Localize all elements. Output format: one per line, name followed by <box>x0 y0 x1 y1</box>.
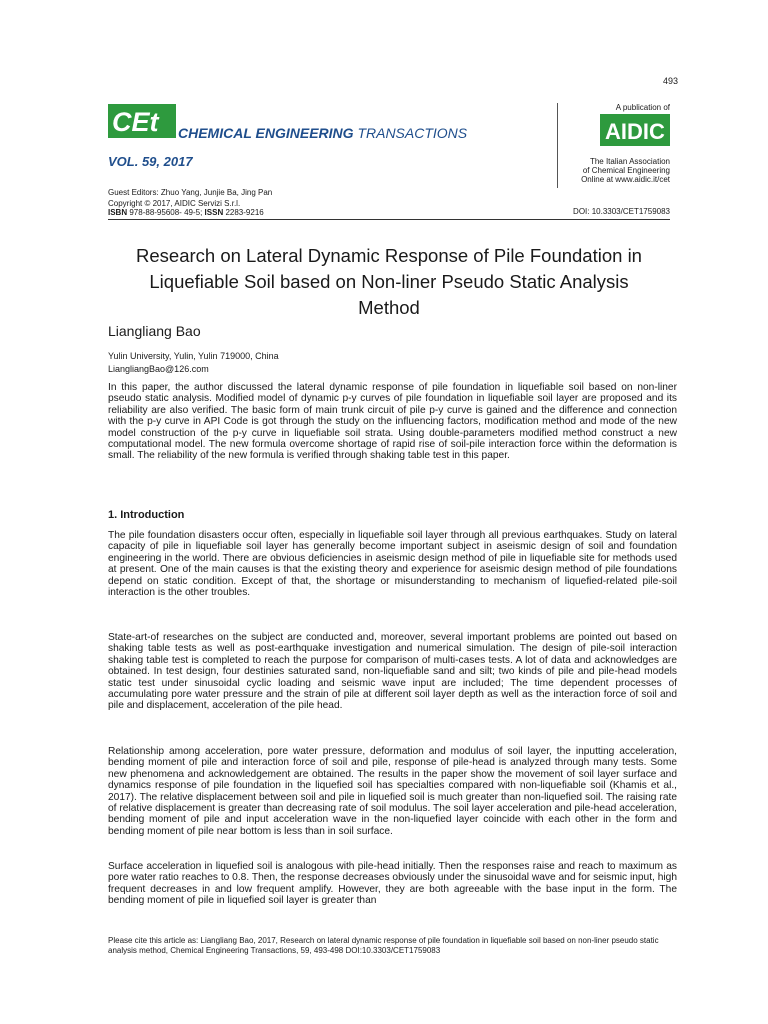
article-title-line: Research on Lateral Dynamic Response of Pile Foundation in <box>136 245 642 266</box>
article-title-line: Liquefiable Soil based on Non-liner Pseudo Static Analysis <box>149 271 629 292</box>
author-name: Liangliang Bao <box>108 323 201 339</box>
affiliation: Yulin University, Yulin, Yulin 719000, China <box>108 351 279 361</box>
citation-label: Please cite this article as: <box>108 936 199 945</box>
section-heading: 1. Introduction <box>108 509 185 521</box>
journal-logo-text: CEt <box>112 107 159 137</box>
body-paragraph: Relationship among acceleration, pore water pressure, deformation and modulus of soil layer, the inputting acceleration, bending moment of pile and interaction force of soil and pile, response of pile-head is analyzed through many tests. Some new phenomena and acknowledgement are obtained. The results in the paper show the movement of soil layer surface and dynamics response of pile foundation in the liquefied soil has specialties compared with non-liquefiable soil (Khamis et al., 2017). The relative displacement between soil and pile in liquefied soil is much greater than non-liquefied soil. The raising rate of relative displacement is greater than decreasing rate of soil modulus. The soil layer acceleration and pile-head acceleration, bending moment of pile and input acceleration wave in the non-liquefied layer coincide with each other in the form and bending moment of pile near bottom is less than in soil surface. <box>108 746 677 837</box>
journal-title <box>178 125 467 141</box>
volume: VOL. 59, 2017 <box>108 154 193 169</box>
citation-text: Liangliang Bao, 2017, Research on lateral dynamic response of pile foundation in liquefiable soil based on non-liner pseudo static analysis method, Chemical Engineering Transactions, 59, 493-498 DOI:10.3303/CET1759083 <box>108 936 659 955</box>
author-email: LiangliangBao@126.com <box>108 364 209 374</box>
header-rule <box>108 219 670 220</box>
abstract: In this paper, the author discussed the lateral dynamic response of pile foundation in liquefiable soil based on non-liner pseudo static analysis. Modified model of dynamic p-y curves of pile foundation in liquefiable soil layer are proposed and its reliability are also verified. The basic form of main trunk circuit of pile p-y curve is gained and the difference and connection with the p-y curve in API Code is got through the study on the influencing factors, modification method and mode of the new model construction of the p-y curve in liquefiable soil strata. Using double-parameters modified method construct a new computational model. The new formula overcome shortage of rapid rise of soil-pile interaction force within the deformation is small. The reliability of the new formula is verified through shaking table test in this paper. <box>108 382 677 462</box>
body-paragraph: Surface acceleration in liquefied soil is analogous with pile-head initially. Then the responses raise and reach to maximum as pore water ratio reaches to 0.8. Then, the response decreases obviously under the sinusoidal wave and for seismic input, high frequent decreases in and low frequent amplify. However, they are both agreeable with the base input in the form. The bending moment of pile in liquefied soil layer is greater than <box>108 861 677 907</box>
body-paragraph: The pile foundation disasters occur often, especially in liquefiable soil layer through all previous earthquakes. Study on lateral capacity of pile in liquefiable soil layer has generally become important subject in aseismic design of soil and foundation engineering in the world. There are obvious deficiencies in aseismic design method of pile in liquefiable site for methods used at present. One of the main causes is that the existing theory and experience for aseismic design method of pile foundations depend on static condition. Except of that, the shortage or misunderstanding to mechanism of liquefied-related pile-soil interaction is the other troubles. <box>108 530 677 599</box>
publisher-logo <box>600 114 670 146</box>
article-title <box>108 243 670 321</box>
association-info <box>581 157 670 184</box>
journal-title-bold: CHEMICAL ENGINEERING <box>178 125 354 141</box>
article-title-line: Method <box>358 297 420 318</box>
isbn-value: 978-88-95608- 49-5; <box>129 208 203 217</box>
doi: DOI: 10.3303/CET1759083 <box>573 207 670 216</box>
author-affiliation <box>108 350 279 376</box>
page-number: 493 <box>662 76 678 86</box>
association-line: The Italian Association <box>589 157 670 166</box>
copyright: Copyright © 2017, AIDIC Servizi S.r.l. <box>108 199 241 208</box>
journal-logo <box>108 104 176 138</box>
header-divider <box>557 103 558 188</box>
guest-editors: Guest Editors: Zhuo Yang, Junjie Ba, Jing Pan <box>108 188 273 197</box>
isbn-issn <box>108 208 264 217</box>
publisher-logo-text: AIDIC <box>605 119 665 144</box>
issn-label: ISSN <box>204 208 224 217</box>
citation-footer <box>108 936 688 956</box>
publication-label: A publication of <box>615 103 670 112</box>
body-paragraph: State-art-of researches on the subject are conducted and, moreover, several important problems are pointed out based on shaking table tests as well as post-earthquake investigation and numerical simulation. The design of pile-soil interaction shaking table test is completed to reach the purpose for comparison of multi-cases tests. A lot of data and acknowledges are obtained. In test design, four destinies saturated sand, non-liquefiable sand and silt; two kinds of pile and pile-head models static test under sinusoidal cyclic loading and seismic wave input are included; The time dependent processes of accumulating pore water pressure and the strain of pile at different soil layer depth as well as the interaction force of soil and pile and displacement, acceleration of the pile head. <box>108 632 677 712</box>
issn-value: 2283-9216 <box>225 208 264 217</box>
association-line: of Chemical Engineering <box>582 166 670 175</box>
journal-title-light: TRANSACTIONS <box>357 125 468 141</box>
association-line: Online at www.aidic.it/cet <box>581 175 670 184</box>
isbn-label: ISBN <box>108 208 128 217</box>
